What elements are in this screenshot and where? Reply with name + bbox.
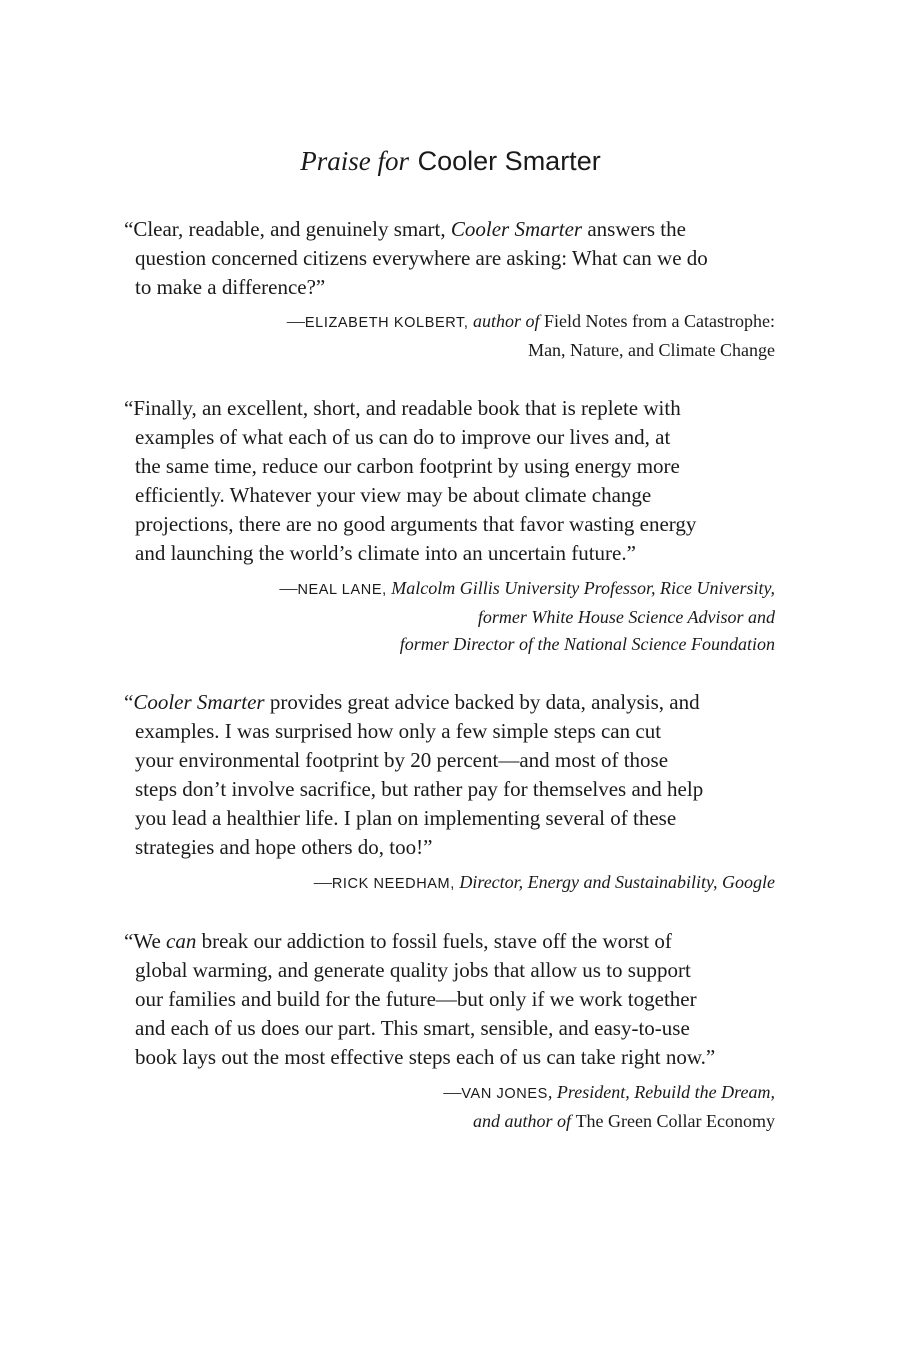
quote-line: and each of us does our part. This smart, sensible, and easy-to-use <box>135 1016 690 1040</box>
quote-kolbert <box>124 215 784 302</box>
quote-line: question concerned citizens everywhere are asking: What can we do <box>135 246 708 270</box>
quote-needham <box>124 688 784 862</box>
quote-line: examples of what each of us can do to improve our lives and, at <box>135 425 671 449</box>
quote-line: steps don’t involve sacrifice, but rather pay for themselves and help <box>135 777 704 801</box>
attribution-name: VAN JONES <box>461 1086 548 1102</box>
quote-lane <box>124 394 784 568</box>
quote-line: you lead a healthier life. I plan on implementing several of these <box>135 806 677 830</box>
quote-line: our families and build for the future—but only if we work together <box>135 987 697 1011</box>
attribution-line: —ELIZABETH KOLBERT, author of Field Notes from a Catastrophe: <box>286 311 775 331</box>
quote-line: to make a difference?” <box>135 275 326 299</box>
quote-line: strategies and hope others do, too!” <box>135 835 433 859</box>
quote-jones <box>124 927 784 1072</box>
attribution-line: former White House Science Advisor and <box>477 607 775 627</box>
quote-line: “Finally, an excellent, short, and readable book that is replete with <box>124 396 681 420</box>
quote-line: and launching the world’s climate into an uncertain future.” <box>135 541 636 565</box>
attribution-needham <box>314 869 775 898</box>
attribution-kolbert <box>287 308 775 364</box>
attribution-line: Man, Nature, and Climate Change <box>528 340 775 360</box>
quote-line: book lays out the most effective steps each of us can take right now.” <box>135 1045 716 1069</box>
attribution-jones <box>443 1079 775 1135</box>
quote-line: efficiently. Whatever your view may be about climate change <box>135 483 652 507</box>
attribution-name: RICK NEEDHAM, <box>331 876 455 892</box>
quote-line: “Cooler Smarter provides great advice backed by data, analysis, and <box>124 690 700 714</box>
quote-line: projections, there are no good arguments that favor wasting energy <box>135 512 697 536</box>
attribution-name: NEAL LANE, <box>297 582 387 598</box>
attribution-line: —RICK NEEDHAM, Director, Energy and Sustainability, Google <box>313 872 775 892</box>
attribution-line: former Director of the National Science Foundation <box>399 634 775 654</box>
quote-line: “We can break our addiction to fossil fuels, stave off the worst of <box>124 929 672 953</box>
quote-line: the same time, reduce our carbon footprint by using energy more <box>135 454 680 478</box>
title-book-name: Cooler Smarter <box>417 146 601 176</box>
page-title <box>0 144 901 179</box>
attribution-line: —VAN JONES, President, Rebuild the Dream, <box>443 1082 775 1102</box>
attribution-line: —NEAL LANE, Malcolm Gillis University Professor, Rice University, <box>279 578 775 598</box>
attribution-lane <box>279 575 775 658</box>
quote-line: examples. I was surprised how only a few simple steps can cut <box>135 719 662 743</box>
title-praise-for: Praise for <box>300 146 410 176</box>
quote-line: “Clear, readable, and genuinely smart, Cooler Smarter answers the <box>124 217 686 241</box>
quote-line: global warming, and generate quality jobs that allow us to support <box>135 958 691 982</box>
attribution-line: and author of The Green Collar Economy <box>473 1111 775 1131</box>
quote-line: your environmental footprint by 20 percent—and most of those <box>135 748 669 772</box>
attribution-name: ELIZABETH KOLBERT, <box>304 315 469 331</box>
